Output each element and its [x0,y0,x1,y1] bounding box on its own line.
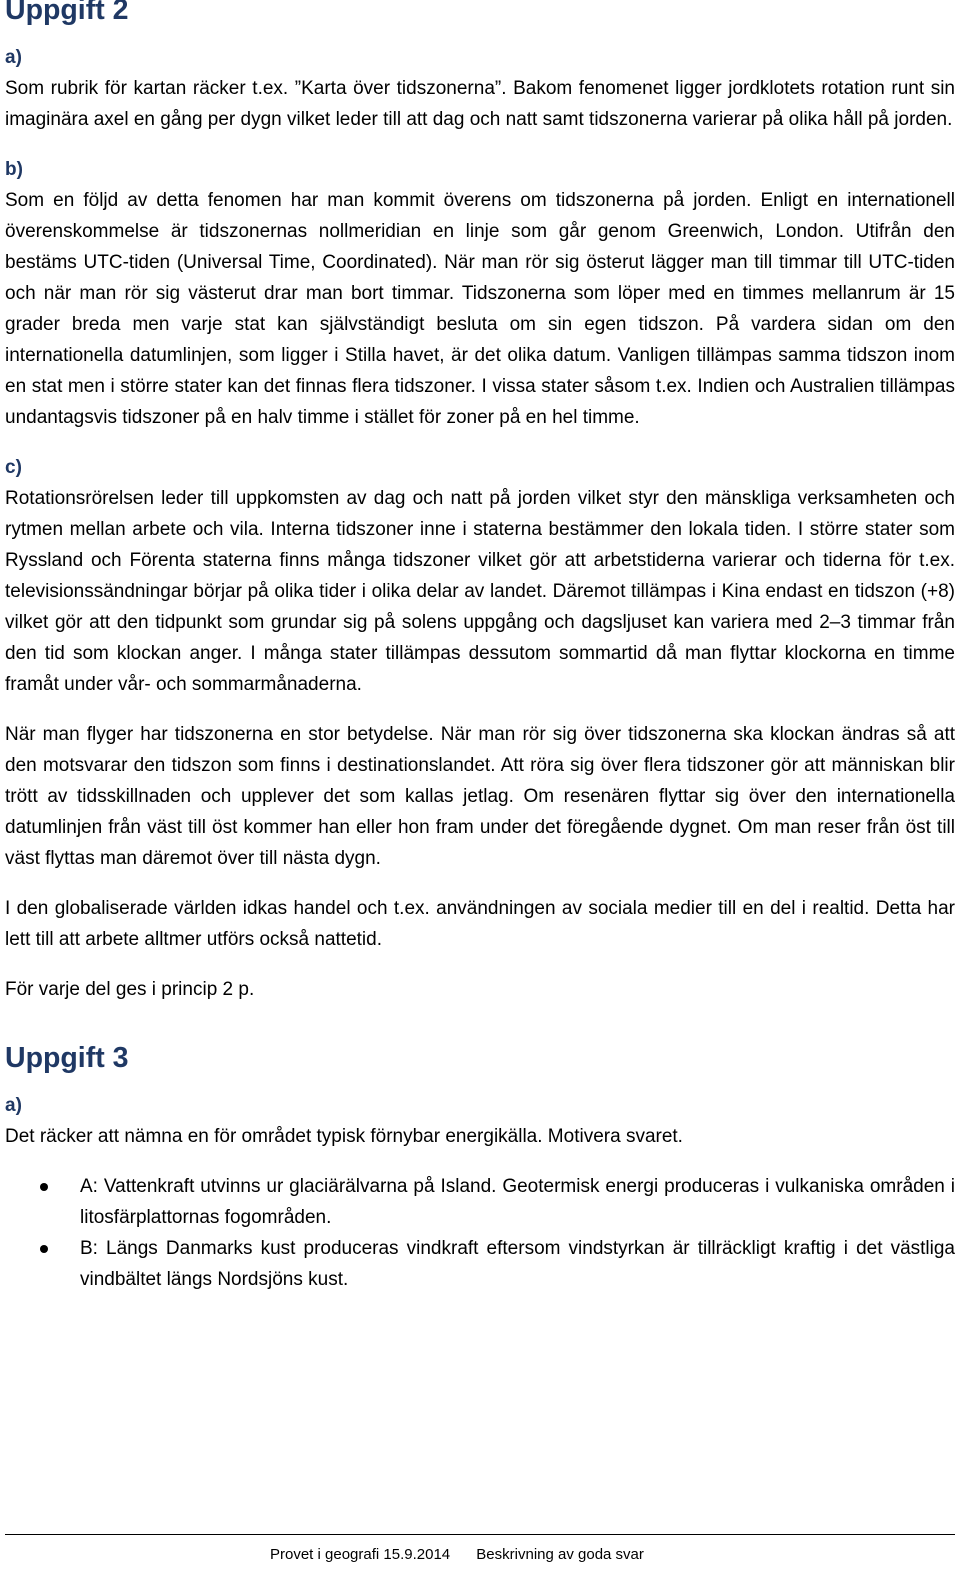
paragraph-2c-1: Rotationsrörelsen leder till uppkomsten av dag och natt på jorden vilket styr den mänskliga verksamheten och rytmen mellan arbete och vila. Interna tidszoner inne i staterna bestämmer den lokala tiden. I större stater som Ryssland och Förenta staterna finns många tidszoner vilket gör att arbetstiderna varierar och tiderna för t.ex. televisionssändningar börjar på olika tider i olika delar av landet. Däremot tillämpas i Kina endast en tidszon (+8) vilket gör att den tidpunkt som grundar sig på solens uppgång och dagsljuset kan variera med 2–3 timmar från den tid som klockan anger. I många stater tillämpas dessutom sommartid då man flyttar klockorna en timme framåt under vår- och sommarmånaderna. [5,488,955,695]
bullet-icon [40,1245,48,1253]
list-item-text: B: Längs Danmarks kust produceras vindkraft eftersom vindstyrkan är tillräckligt kraftig i det västliga vindbältet längs Nordsjöns kust. [80,1238,955,1290]
page-footer [270,1545,644,1565]
part-label-2a: a) [5,47,22,68]
bullet-icon [40,1183,48,1191]
list-item [5,1171,955,1233]
paragraph-2a: Som rubrik för kartan räcker t.ex. ”Karta över tidszonerna”. Bakom fenomenet ligger jordklotets rotation runt sin imaginära axel en gång per dygn vilket leder till att dag och natt samt tidszonerna varierar på olika håll på jorden. [5,78,955,130]
bullet-list [5,1171,955,1295]
part-label-3a: a) [5,1095,22,1116]
paragraph-2c-3: I den globaliserade världen idkas handel och t.ex. användningen av sociala medier till en del i realtid. Detta har lett till att arbete alltmer utförs också nattetid. [5,898,955,950]
footer-document-title: Beskrivning av goda svar [476,1546,644,1563]
paragraph-2c-2: När man flyger har tidszonerna en stor betydelse. När man rör sig över tidszonerna ska klockan ändras så att den motsvarar den tidszon som finns i destinationslandet. Att röra sig över flera tidszoner gör att människan blir trött av tidsskillnaden och upplever det som kallas jetlag. Om resenären flyttar sig över den internationella datumlinjen från väst till öst kommer han eller hon fram under det föregående dygnet. Om man reser från öst till väst flyttas man däremot över till nästa dygn. [5,724,955,869]
document-page [5,0,955,1295]
part-label-2b: b) [5,159,23,180]
paragraph-3a: Det räcker att nämna en för området typisk förnybar energikälla. Motivera svaret. [5,1126,683,1147]
list-item-text: A: Vattenkraft utvinns ur glaciärälvarna på Island. Geotermisk energi produceras i vulkaniska områden i litosfärplattornas fogområden. [80,1176,955,1228]
footer-divider [5,1534,955,1535]
list-item [5,1233,955,1295]
part-label-2c: c) [5,457,22,478]
paragraph-2b: Som en följd av detta fenomen har man kommit överens om tidszonerna på jorden. Enligt en internationell överenskommelse är tidszonernas nollmeridian en linje som går genom Greenwich, London. Utifrån den bestäms UTC-tiden (Universal Time, Coordinated). När man rör sig österut lägger man till timmar till UTC-tiden och när man rör sig västerut drar man bort timmar. Tidszonerna som löper med en timmes mellanrum är 15 grader breda men varje stat kan självständigt besluta om sin egen tidszon. På vardera sidan om den internationella datumlinjen, som ligger i Stilla havet, är det olika datum. Vanligen tillämpas samma tidszon inom en stat men i större stater kan det finnas flera tidszoner. I vissa stater såsom t.ex. Indien och Australien tillämpas undantagsvis tidszoner på en halv timme i stället för zoner på en hel timme. [5,190,955,428]
section-heading-uppgift-3: Uppgift 3 [5,1042,129,1074]
points-note: För varje del ges i princip 2 p. [5,979,255,1000]
footer-exam-title: Provet i geografi 15.9.2014 [270,1546,451,1563]
section-heading-uppgift-2: Uppgift 2 [5,0,129,26]
